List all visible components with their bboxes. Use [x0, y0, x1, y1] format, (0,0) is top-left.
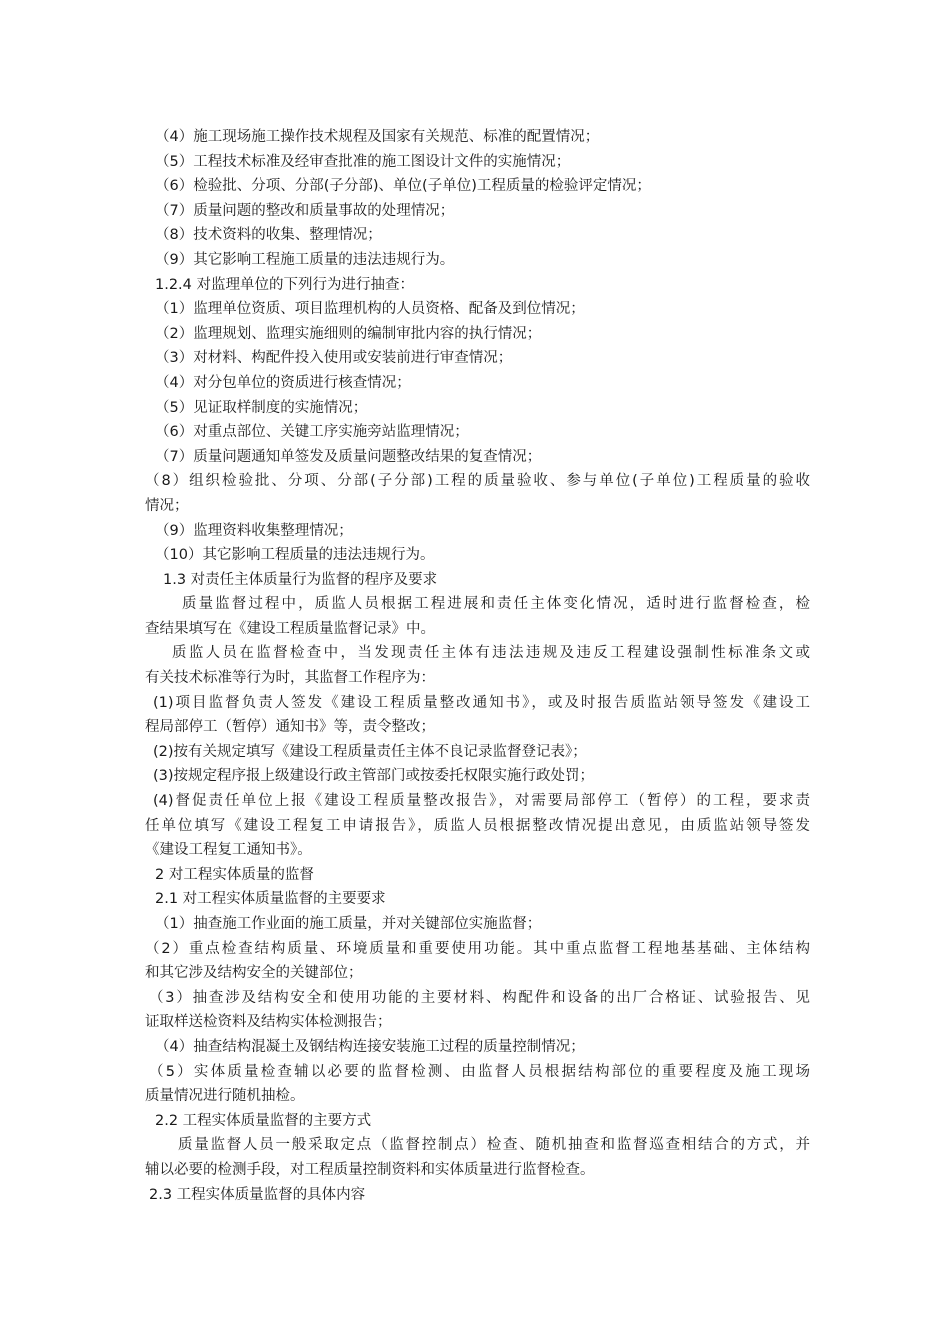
section-heading: 1.3 对责任主体质量行为监督的程序及要求 [163, 571, 438, 588]
list-item: （5）见证取样制度的实施情况； [155, 399, 368, 416]
list-item: （10）其它影响工程质量的违法违规行为。 [155, 547, 435, 564]
list-item: （5）工程技术标准及经审查批准的施工图设计文件的实施情况； [155, 153, 571, 170]
section-heading: 2.1 对工程实体质量监督的主要要求 [155, 891, 386, 908]
list-item-continuation: 情况； [145, 497, 189, 514]
list-item: （6）检验批、分项、分部(子分部)、单位(子单位)工程质量的检验评定情况； [155, 178, 651, 195]
document-page [145, 125, 810, 1207]
list-item: （8）技术资料的收集、整理情况； [155, 227, 382, 244]
section-heading: 1.2.4 对监理单位的下列行为进行抽查： [155, 276, 415, 293]
list-item-continuation: 质量情况进行随机抽检。 [145, 1088, 305, 1105]
paragraph-line: 查结果填写在《建设工程质量监督记录》中。 [145, 620, 435, 637]
list-item: （3）抽查涉及结构安全和使用功能的主要材料、构配件和设备的出厂合格证、试验报告、见 [149, 989, 810, 1006]
list-item: （2）重点检查结构质量、环境质量和重要使用功能。其中重点监督工程地基基础、主体结构 [145, 940, 810, 957]
paragraph-line: 质量监督人员一般采取定点（监督控制点）检查、随机抽查和监督巡查相结合的方式，并 [178, 1137, 810, 1154]
paragraph-line: 质监人员在监督检查中，当发现责任主体有违法违规及违反工程建设强制性标准条文或 [172, 645, 810, 662]
list-item: （9）其它影响工程施工质量的违法违规行为。 [155, 251, 455, 268]
list-item: （4）施工现场施工操作技术规程及国家有关规范、标准的配置情况； [155, 129, 600, 145]
list-item: （4）抽查结构混凝土及钢结构连接安装施工过程的质量控制情况； [155, 1038, 585, 1055]
list-item: （1）抽查施工作业面的施工质量，并对关键部位实施监督； [155, 916, 542, 932]
list-item: （8）组织检验批、分项、分部(子分部)工程的质量验收、参与单位(子单位)工程质量的验收 [145, 473, 810, 490]
list-item: (1)项目监督负责人签发《建设工程质量整改通知书》，或及时报告质监站领导签发《建设工 [153, 694, 810, 711]
paragraph-line: 质量监督过程中，质监人员根据工程进展和责任主体变化情况，适时进行监督检查，检 [182, 596, 810, 613]
list-item: （1）监理单位资质、项目监理机构的人员资格、配备及到位情况； [155, 301, 585, 318]
list-item-continuation: 和其它涉及结构安全的关键部位； [145, 965, 363, 982]
list-item: (4)督促责任单位上报《建设工程质量整改报告》，对需要局部停工（暂停）的工程，要求责 [153, 793, 810, 810]
list-item: (2)按有关规定填写《建设工程质量责任主体不良记录监督登记表》； [153, 743, 587, 760]
list-item: （9）监理资料收集整理情况； [155, 522, 353, 539]
section-heading: 2.3 工程实体质量监督的具体内容 [149, 1186, 366, 1203]
section-heading: 2.2 工程实体质量监督的主要方式 [155, 1112, 372, 1129]
list-item: （7）质量问题的整改和质量事故的处理情况； [155, 202, 455, 219]
list-item-continuation: 证取样送检资料及结构实体检测报告； [145, 1014, 392, 1031]
section-heading: 2 对工程实体质量的监督 [155, 866, 314, 883]
list-item: （5）实体质量检查辅以必要的监督检测、由监督人员根据结构部位的重要程度及施工现场 [149, 1063, 810, 1080]
list-item: （4）对分包单位的资质进行核查情况； [155, 374, 411, 391]
list-item-continuation: 任单位填写《建设工程复工申请报告》，质监人员根据整改情况提出意见，由质监站领导签发 [145, 817, 810, 834]
list-item: （2）监理规划、监理实施细则的编制审批内容的执行情况； [155, 325, 542, 342]
paragraph-line: 有关技术标准等行为时，其监督工作程序为： [145, 670, 435, 687]
list-item: （7）质量问题通知单签发及质量问题整改结果的复查情况； [155, 448, 542, 465]
list-item-continuation: 《建设工程复工通知书》。 [145, 842, 312, 859]
list-item: (3)按规定程序报上级建设行政主管部门或按委托权限实施行政处罚； [153, 768, 595, 785]
paragraph-line: 辅以必要的检测手段，对工程质量控制资料和实体质量进行监督检查。 [145, 1161, 595, 1178]
list-item: （6）对重点部位、关键工序实施旁站监理情况； [155, 424, 469, 441]
list-item: （3）对材料、构配件投入使用或安装前进行审查情况； [155, 350, 513, 367]
list-item-continuation: 程局部停工（暂停）通知书》等，责令整改； [145, 719, 435, 736]
